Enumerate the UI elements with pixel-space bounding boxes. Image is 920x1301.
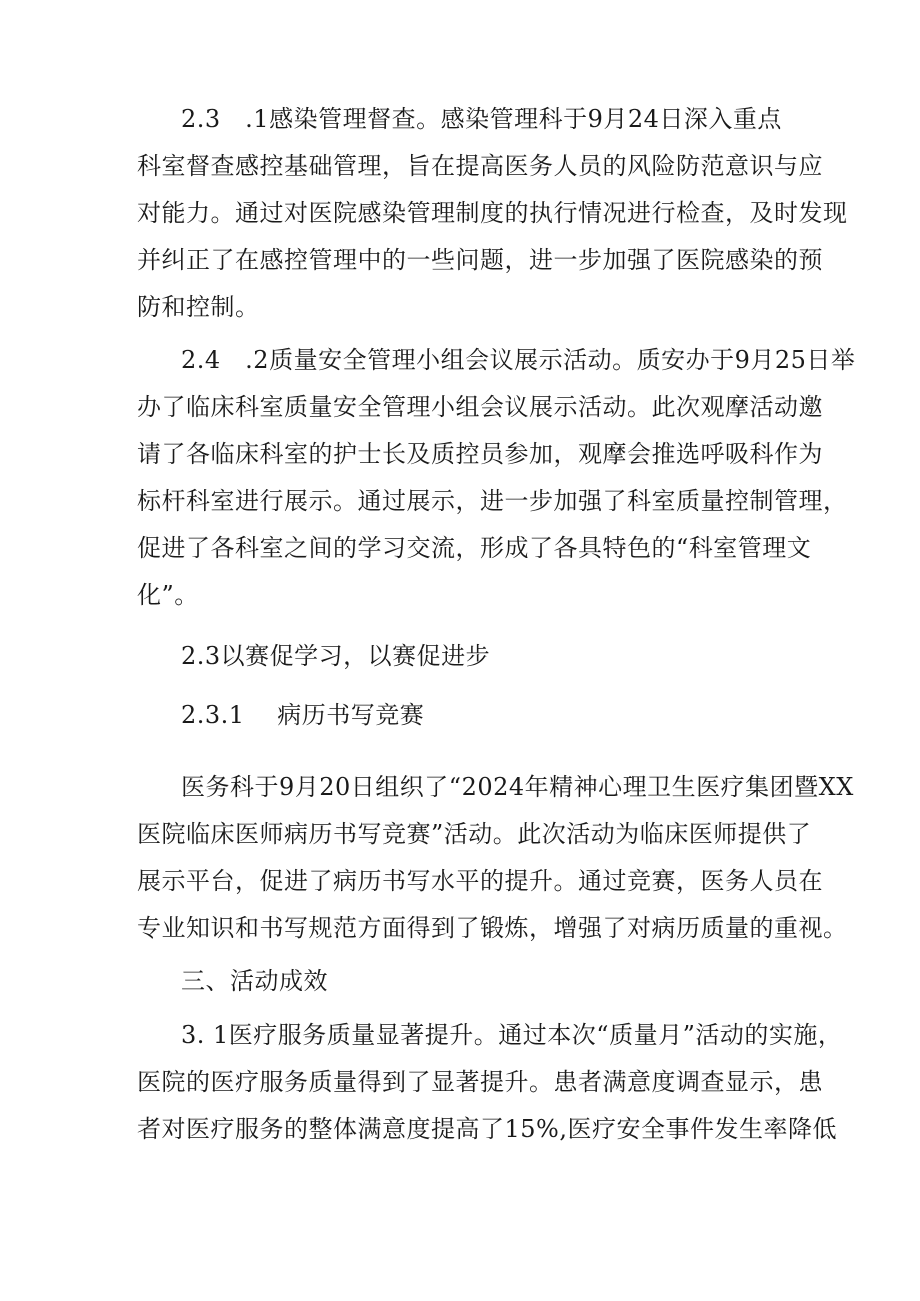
paragraph-line: 并纠正了在感控管理中的一些问题，进一步加强了医院感染的预 xyxy=(137,246,823,274)
paragraph-line: 防和控制。 xyxy=(137,293,260,321)
paragraph-line: 请了各临床科室的护士长及质控员参加，观摩会推选呼吸科作为 xyxy=(137,440,823,468)
paragraph-line: 办了临床科室质量安全管理小组会议展示活动。此次观摩活动邀 xyxy=(137,393,823,421)
paragraph-line: 3. 1医疗服务质量显著提升。通过本次“质量月”活动的实施， xyxy=(181,1021,843,1049)
section-heading: 2.3以赛促学习，以赛促进步 xyxy=(181,642,491,670)
paragraph-line: 2.4 .2质量安全管理小组会议展示活动。质安办于9月25日举 xyxy=(181,346,856,374)
section-heading: 三、活动成效 xyxy=(181,967,328,995)
paragraph-line: 科室督查感控基础管理，旨在提高医务人员的风险防范意识与应 xyxy=(137,152,823,180)
paragraph-line: 促进了各科室之间的学习交流，形成了各具特色的“科室管理文 xyxy=(137,534,812,562)
paragraph-line: 化”。 xyxy=(137,581,199,609)
paragraph-line: 医院的医疗服务质量得到了显著提升。患者满意度调查显示，患 xyxy=(137,1068,823,1096)
paragraph-line: 医院临床医师病历书写竞赛”活动。此次活动为临床医师提供了 xyxy=(137,820,812,848)
paragraph-line: 者对医疗服务的整体满意度提高了15%,医疗安全事件发生率降低 xyxy=(137,1115,837,1143)
paragraph-line: 医务科于9月20日组织了“2024年精神心理卫生医疗集团暨XX xyxy=(181,773,854,801)
paragraph-line: 展示平台，促进了病历书写水平的提升。通过竞赛，医务人员在 xyxy=(137,867,823,895)
paragraph-line: 2.3 .1感染管理督查。感染管理科于9月24日深入重点 xyxy=(181,105,782,133)
subsection-heading: 2.3.1 病历书写竞赛 xyxy=(181,701,425,729)
paragraph-line: 对能力。通过对医院感染管理制度的执行情况进行检查，及时发现 xyxy=(137,199,848,227)
paragraph-line: 标杆科室进行展示。通过展示，进一步加强了科室质量控制管理， xyxy=(137,487,848,515)
paragraph-line: 专业知识和书写规范方面得到了锻炼，增强了对病历质量的重视。 xyxy=(137,914,848,942)
